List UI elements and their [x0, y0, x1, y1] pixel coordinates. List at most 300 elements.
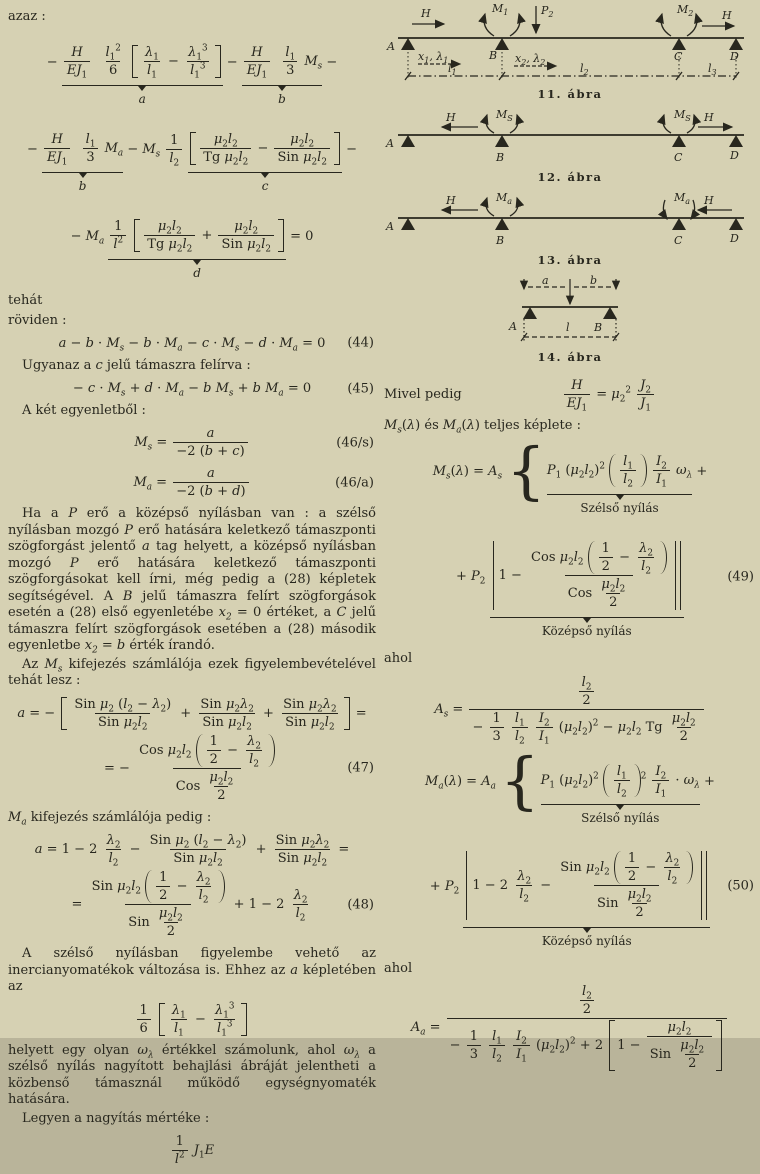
fraction — [579, 675, 595, 708]
math-run: H — [71, 45, 83, 61]
equation-50 — [384, 743, 756, 948]
label-P2: $P_2$ — [541, 4, 554, 19]
math-run: 3 — [492, 728, 501, 744]
math-run: $\mu_2l_2$ — [234, 219, 259, 237]
math-run: $\lambda_2$ — [517, 868, 532, 887]
equation-46s — [8, 426, 376, 459]
math-run: $l_1$ — [623, 454, 633, 472]
fraction — [469, 674, 703, 747]
math-run: $\lambda_1$ — [145, 45, 159, 63]
math-run: $\mu_2$ $(l_2 - \lambda_2)$ — [175, 833, 247, 851]
math-run: $l_1^3$ — [217, 1019, 233, 1039]
math-run: a = − — [17, 705, 56, 721]
math-run: −2 (b + d) — [176, 484, 246, 500]
fraction — [185, 43, 211, 81]
fraction — [636, 541, 656, 577]
math-run: $l_2$ — [581, 674, 592, 693]
math-run: $l_2$ — [519, 886, 530, 905]
close-square-bracket — [334, 132, 340, 165]
math-run: Sin — [200, 696, 222, 712]
underbrace-line — [108, 255, 286, 260]
bracket-group — [157, 1001, 250, 1039]
fraction — [83, 132, 99, 165]
label-D: D — [730, 232, 739, 245]
math-run: $\mu_2l_2$ — [601, 577, 626, 595]
close-paren — [634, 764, 641, 797]
open-paren — [588, 541, 595, 574]
fraction — [144, 219, 195, 255]
math-run: a — [207, 466, 215, 482]
math-run: 2 — [582, 692, 591, 708]
math-run: $l_1$ — [616, 763, 627, 782]
math-run: − — [129, 842, 141, 858]
math-run: 2 — [582, 1001, 592, 1017]
underbrace — [242, 45, 322, 106]
fraction — [467, 1029, 481, 1062]
math-run: 1 − 2 — [472, 877, 509, 893]
math-run: 1 — [159, 870, 168, 886]
math-run: $\lambda_1^3$ — [214, 1001, 235, 1021]
fraction — [197, 696, 257, 733]
label-l3: $l_3$ — [708, 62, 717, 77]
math-run: $\lambda_2$ — [247, 733, 262, 752]
label-x1-lambda1: $x_1$, $\lambda_1$ — [418, 50, 449, 65]
math-run: $EJ_1$ — [47, 150, 68, 168]
bracket-group — [500, 743, 715, 825]
label-M2: $M_2$ — [677, 3, 694, 18]
text-ahol-1: ahol — [384, 651, 413, 667]
equation-line — [104, 734, 280, 803]
math-run — [507, 1038, 511, 1053]
close-square-bracket — [215, 45, 221, 78]
math-run: $\mu_2l_2$ — [209, 769, 234, 788]
fraction — [647, 1020, 712, 1071]
math-run: $I_1$ — [516, 1046, 527, 1065]
label-H-right: H — [722, 9, 732, 22]
math-run: − — [127, 142, 139, 158]
math-run: $A_a$ = — [410, 1019, 441, 1038]
equation-h-ej1 — [462, 374, 756, 415]
underbrace-label: c — [261, 179, 269, 194]
fraction — [652, 763, 669, 800]
math-run: Sin — [277, 150, 299, 166]
math-run: $\lambda_2$ — [293, 888, 308, 906]
math-run: Sin — [91, 879, 114, 895]
fraction — [282, 45, 298, 78]
equation-number: (46/a) — [335, 475, 374, 491]
underbrace — [188, 132, 342, 193]
fraction — [677, 1038, 707, 1071]
figure-12 — [384, 109, 756, 184]
math-run: H — [51, 132, 63, 148]
math-run: + 1 − 2 — [233, 897, 285, 913]
paragraph-szelso-nyilas: A szélső nyílásban fgyelembe vehető az inercianyomatékok változása is. Ehhez az a képletében az — [8, 946, 377, 995]
math-run: + — [696, 464, 708, 480]
open-paren — [603, 764, 610, 797]
close-paren — [268, 734, 275, 767]
open-square-bracket — [609, 1020, 615, 1071]
equation-line — [70, 206, 314, 281]
underbrace — [547, 454, 692, 515]
math-run: 2 — [635, 904, 644, 920]
math-run: 3 — [469, 1046, 478, 1062]
text-ugyanaz: Ugyanaz a c jelű támaszra felírva : — [22, 357, 251, 373]
fraction — [166, 133, 182, 169]
math-run: $\mu_2$ $(l_2 - \lambda_2)$ — [99, 696, 172, 715]
math-run: $l_1$ — [173, 1020, 184, 1039]
label-A: A — [509, 320, 517, 333]
math-run: $\lambda_2$ — [665, 850, 680, 869]
math-run: $EJ_1$ — [66, 63, 88, 81]
math-run: 1 — [492, 710, 501, 726]
math-run: Cos — [567, 586, 593, 602]
math-run: $\mu_2l_2$ — [157, 219, 182, 237]
right-column — [384, 2, 756, 1078]
math-run: $P_2$ — [444, 878, 460, 897]
vertical-bar — [493, 541, 496, 610]
support-triangles — [401, 218, 743, 230]
fraction — [489, 1028, 505, 1065]
fraction — [599, 541, 613, 574]
underbrace — [541, 764, 700, 825]
math-run: $\omega_\lambda$ — [675, 463, 693, 481]
fraction — [212, 1001, 238, 1039]
fraction — [564, 378, 590, 414]
underbrace-line — [242, 81, 322, 86]
math-run: $\lambda_2$ — [106, 833, 121, 851]
fraction — [598, 577, 628, 610]
fraction — [142, 45, 162, 81]
equation-44 — [8, 335, 376, 354]
figure-13-beam-diagram — [384, 192, 756, 248]
figure-11-beam-diagram — [384, 2, 756, 82]
fraction — [620, 454, 636, 490]
fraction — [206, 770, 236, 803]
label-l: l — [566, 321, 570, 334]
equation-line — [456, 528, 684, 639]
fraction — [156, 870, 170, 903]
math-run: $l_2$ — [623, 472, 633, 490]
close-square-bracket — [716, 1020, 722, 1071]
label-x2-lambda2: $x_2$, $\lambda_2$ — [515, 52, 546, 67]
label-A: A — [386, 137, 394, 150]
math-run: $J_1$ — [640, 396, 651, 414]
paragraph-helyett: helyett egy olyan $\omega_\lambda$ értékkel számolunk, ahol $\omega_\lambda$ a szélső nyílás nagyított behajlási ábráját jelentheti a közbenső támasznál működő egységnyomaték hatására. — [8, 1042, 376, 1108]
bracket-group — [614, 850, 693, 887]
math-run: $\mu_2l_2$ — [303, 851, 328, 869]
math-run: $I_2$ — [655, 763, 667, 782]
text-roviden: röviden : — [8, 312, 67, 328]
label-D: D — [730, 50, 739, 63]
double-vertical-bar — [701, 851, 707, 920]
equation-line — [432, 434, 708, 516]
math-run: $l_2$ — [169, 151, 180, 169]
math-run: $\mu_2l_2$ — [667, 1019, 692, 1038]
fraction — [513, 1028, 530, 1065]
moment-arrow — [510, 14, 520, 36]
math-run: $l_2$ — [616, 781, 627, 800]
bracket-group — [132, 219, 286, 255]
math-run: $P_2$ — [471, 569, 486, 587]
math-run: 3 — [286, 63, 295, 79]
math-run: $l^2$ — [174, 1150, 185, 1168]
math-run: $a - b \cdot M_s - b \cdot M_a - c \cdot M_s - d \cdot M_a = 0$ — [58, 335, 326, 354]
fraction — [244, 45, 270, 81]
equation-line — [72, 870, 313, 939]
fraction — [64, 45, 90, 81]
figure-14-caption: 14. ábra — [537, 350, 603, 364]
fraction — [625, 887, 655, 920]
figure-11 — [384, 2, 756, 101]
math-run: + — [201, 228, 213, 244]
paragraph-legyen: Legyen a nagyítás mértéke : — [22, 1110, 210, 1126]
math-run: 2 — [217, 787, 226, 803]
math-run: = $\mu_2^2$ — [596, 385, 631, 405]
math-run: $l_1$ — [85, 132, 96, 150]
label-C: C — [674, 234, 683, 247]
math-run: $\mu_2l_2$ — [290, 132, 315, 150]
open-paren — [196, 734, 203, 767]
math-run: − — [26, 142, 38, 158]
equation-line — [17, 696, 367, 733]
math-run: 1 — [170, 133, 179, 149]
math-run: 6 — [109, 63, 118, 79]
math-run: Sin — [149, 833, 172, 849]
math-run: $l_2$ — [108, 851, 119, 869]
fraction — [173, 466, 248, 499]
math-run: 1 — [627, 850, 637, 866]
math-run: Sin — [74, 696, 96, 712]
math-run: $\mu_2l_2$ — [585, 859, 610, 878]
support-triangles — [523, 307, 617, 319]
moment-arrow — [663, 200, 667, 219]
math-run: $M_a$ — [85, 229, 105, 247]
math-run: Sin — [597, 895, 619, 911]
math-run: − — [257, 141, 269, 157]
math-run: a = 1 − 2 — [34, 842, 98, 858]
math-run: $\mu_2l_2$ — [680, 1037, 705, 1056]
math-run: + — [255, 842, 267, 858]
math-run — [92, 54, 100, 69]
fraction — [514, 868, 534, 905]
math-run: $J_1E$ — [193, 1143, 215, 1161]
moment-arrow — [486, 115, 494, 133]
open-square-bracket — [134, 219, 140, 252]
math-run: a — [206, 426, 215, 442]
math-run: Sin — [560, 859, 582, 875]
math-run: $I_2$ — [538, 710, 550, 729]
math-run: $\mu_2l_2$ — [167, 742, 192, 761]
math-run: $EJ_1$ — [566, 396, 588, 414]
label-B: B — [594, 321, 603, 334]
bracket-group — [609, 454, 647, 490]
math-run: $\mu_2l_2$ — [247, 237, 271, 255]
math-run — [506, 720, 510, 735]
math-run: Sin — [202, 714, 224, 730]
math-run: 1 − — [498, 568, 522, 584]
open-paren — [145, 870, 152, 903]
math-run: 2 — [159, 888, 168, 904]
equation-line — [72, 381, 312, 399]
math-run: $\mu_2l_2$ — [117, 879, 142, 897]
label-l1: $l_1$ — [448, 62, 457, 77]
equation-line — [429, 838, 710, 948]
equation-line — [34, 833, 350, 869]
math-run: $\mu_2l_2$ — [123, 714, 148, 733]
fraction — [274, 132, 329, 168]
math-run: 1 — [114, 219, 123, 235]
equation-expanded — [8, 32, 376, 281]
equation-line — [425, 743, 715, 825]
label-B: B — [489, 49, 498, 62]
label-Ms-C: $M_S$ — [674, 108, 691, 123]
moment-arrow — [663, 115, 671, 133]
math-run — [72, 141, 80, 156]
underbrace-label: Szélső nyílás — [580, 501, 659, 516]
underbrace-line — [463, 923, 710, 928]
math-run: $l_2$ — [492, 1046, 502, 1065]
math-run: $M_a$ = — [133, 475, 168, 493]
open-square-bracket — [159, 1003, 165, 1036]
equation-number: (46/s) — [336, 435, 374, 451]
math-run: 2 — [627, 868, 637, 884]
equation-45 — [8, 381, 376, 399]
label-Ma-B: $M_a$ — [496, 191, 513, 206]
math-run: $l_1$ — [285, 45, 296, 63]
equation-line — [170, 1134, 214, 1167]
math-run: $\mu_2l_2$ — [627, 886, 652, 905]
math-run: $M_s$ — [304, 54, 323, 72]
fraction — [528, 541, 670, 610]
fraction — [207, 734, 221, 767]
math-run: H — [571, 378, 583, 393]
bracket-group — [188, 132, 342, 168]
label-B: B — [496, 234, 505, 247]
math-run: − — [46, 55, 58, 71]
fraction — [44, 132, 70, 168]
fraction — [156, 906, 186, 939]
fraction — [291, 888, 311, 924]
math-run: $l_1^3$ — [190, 61, 206, 81]
math-run: $l_1^2$ — [105, 43, 121, 63]
math-run — [272, 54, 280, 69]
math-run — [530, 720, 534, 735]
underbrace-line — [42, 168, 123, 173]
underbrace-label: a — [138, 92, 146, 107]
math-run: $\mu_2l_2$ — [303, 150, 327, 168]
underbrace-label: b — [78, 179, 87, 194]
bracket-group — [196, 733, 275, 770]
math-run: $\mu_2l_2$ — [213, 132, 238, 150]
math-run: $l_2$ — [582, 983, 592, 1002]
math-run: $M_a(\lambda) = A_a$ — [425, 773, 496, 792]
math-run: $l_2$ — [514, 728, 525, 747]
math-run: Sin — [649, 1046, 672, 1062]
math-run: = — [71, 897, 83, 913]
math-run: $\mu_2\lambda_2$ — [225, 696, 254, 715]
label-l2: $l_2$ — [580, 62, 589, 77]
math-run: 2 — [166, 924, 175, 940]
open-paren — [614, 851, 621, 884]
math-run: $\lambda_1$ — [171, 1002, 186, 1021]
math-run: − — [540, 877, 552, 893]
equation-line — [134, 426, 249, 459]
math-run: − — [645, 859, 657, 875]
bracket-group — [130, 43, 223, 81]
math-run: 2 — [688, 1055, 697, 1071]
fraction — [200, 132, 251, 168]
fraction — [110, 219, 126, 252]
math-run: − — [619, 550, 630, 566]
fraction — [136, 734, 278, 803]
equation-line — [411, 984, 729, 1071]
equation-line — [434, 674, 705, 747]
math-run: $I_1$ — [656, 472, 667, 490]
fraction — [89, 870, 228, 939]
bracket-group — [506, 434, 708, 516]
mivel-pedig-row — [384, 374, 756, 415]
moment-arrow — [661, 14, 671, 36]
math-run: Sin — [128, 915, 150, 931]
math-run: Sin — [275, 833, 298, 849]
underbrace-line — [62, 81, 223, 86]
underbrace-label: Középső nyílás — [541, 624, 632, 639]
paragraph-ma-kifejezes: $M_a$ kifejezés számlálója pedig : — [8, 809, 212, 828]
math-run: − — [176, 879, 188, 895]
fraction — [512, 710, 528, 747]
equation-magnification — [8, 1134, 376, 1167]
math-run: Tg — [147, 237, 165, 253]
bracket-group — [463, 851, 710, 920]
math-run: Cos — [139, 742, 164, 758]
math-run: 3 — [86, 150, 95, 166]
fraction — [137, 1003, 151, 1036]
math-run: = — [338, 842, 350, 858]
label-H-left: H — [421, 7, 431, 20]
math-run: $P_1$ $(\mu_2l_2)^2$ — [546, 461, 605, 481]
paragraph-ha-a-p-ero: Ha a P erő a középső nyílásban van : a szélső nyílásban mozgó P erő hatására keletkező támaszponti szögforgást jelentő a tag helyett, a középső nyílásban mozgó P erő hatására keletkező támaszponti szögforgásokat kell írni, még pedig a (28) képletek segítségével. A B jelű támaszra felírt szögforgások esetén a (28) első egyenletébe $x_2 = 0$ értéket, a C jelű támaszra felírt szögforgások esetében a (28) második egyenletbe $x_2 = b$ érték írandó. — [8, 506, 377, 656]
equation-line — [46, 32, 338, 107]
math-run — [483, 1038, 487, 1053]
math-run: − — [226, 55, 238, 71]
math-run: + — [180, 705, 192, 721]
fraction — [194, 870, 214, 906]
text-azaz: azaz : — [8, 9, 46, 24]
math-run: − $c \cdot M_s + d \cdot M_a - b$ $M_s + b$ $M_a = 0$ — [72, 381, 312, 399]
math-run: 2 — [640, 771, 647, 782]
label-H-left: H — [446, 111, 456, 124]
left-column — [8, 6, 376, 1174]
math-run: $l_2$ — [667, 868, 678, 887]
open-square-bracket — [132, 45, 138, 78]
label-C: C — [674, 151, 683, 164]
math-run: Tg — [645, 719, 663, 735]
math-run: $EJ_1$ — [246, 63, 268, 81]
paragraph-az-ms-kifejezes: Az $M_s$ kifejezés számlálója ezek fgyelembevételével tehát lesz : — [8, 656, 376, 689]
math-run: − — [194, 1011, 206, 1027]
math-run: $\mu_2l_2$ — [310, 714, 335, 733]
open-square-bracket — [61, 697, 67, 730]
fraction — [637, 378, 654, 414]
math-run: − — [472, 719, 484, 735]
math-run: $\mu_2l_2$ — [227, 714, 252, 733]
math-run: − — [227, 742, 238, 758]
underbrace — [42, 132, 123, 193]
math-run: + — [263, 705, 274, 721]
fraction — [614, 763, 630, 800]
fraction — [173, 426, 247, 459]
math-run: $l_2$ — [249, 751, 259, 770]
